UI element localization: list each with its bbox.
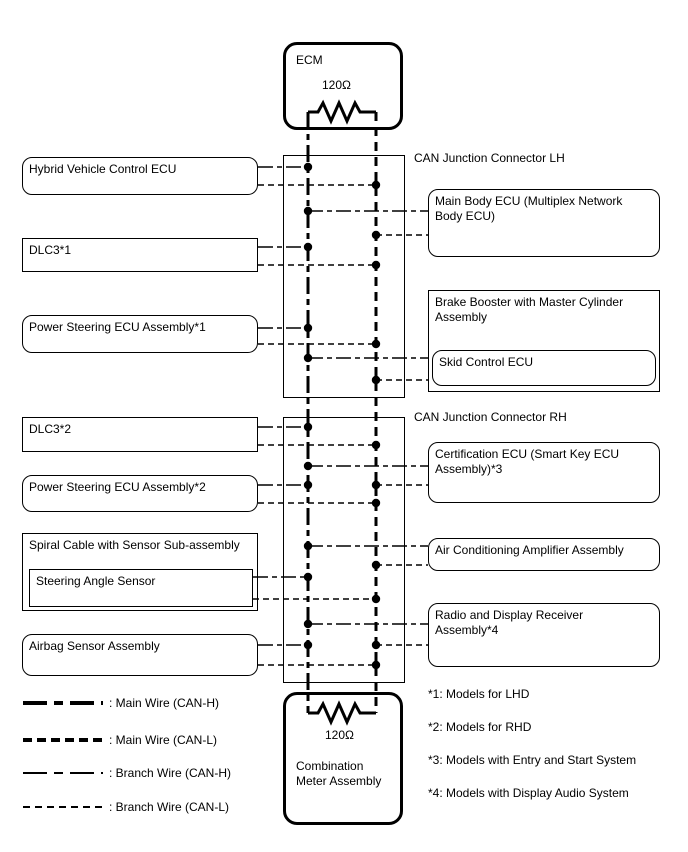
node-power-steering-ecu-assembly-2 [22, 475, 258, 512]
node-label: Power Steering ECU Assembly*1 [29, 320, 206, 334]
main-wire-can-l-sample [23, 736, 103, 744]
node-label: Certification ECU (Smart Key ECU Assembly)*3 [435, 447, 620, 476]
legend-branch-wire-can-h [23, 764, 231, 782]
legend-main-wire-can-h [23, 694, 219, 712]
node-certification-ecu [428, 442, 660, 503]
ecm-label: ECM [296, 53, 323, 67]
node-label: Main Body ECU (Multiplex Network Body ECU) [435, 194, 623, 223]
branch-wire-can-l-sample [23, 803, 103, 811]
node-label: DLC3*1 [29, 243, 72, 257]
combination-meter-resistor-label: 120Ω [325, 728, 354, 742]
node-label: Steering Angle Sensor [36, 574, 156, 588]
footnote-1: *1: Models for LHD [428, 687, 530, 701]
node-label: Airbag Sensor Assembly [29, 639, 160, 653]
node-air-conditioning-amplifier [428, 538, 660, 571]
legend-main-wire-can-l [23, 731, 217, 749]
node-label: Air Conditioning Amplifier Assembly [435, 543, 624, 557]
legend-branch-wire-can-l [23, 798, 229, 816]
combination-meter-box [283, 692, 403, 825]
legend-label: : Main Wire (CAN-H) [109, 696, 219, 710]
node-dlc3-2 [22, 417, 258, 452]
main-wire-can-h-sample [23, 699, 103, 707]
node-radio-display-receiver [428, 603, 660, 667]
node-label: Hybrid Vehicle Control ECU [29, 162, 177, 176]
ecm-resistor-label: 120Ω [322, 78, 351, 92]
can-junction-connector-rh-box [283, 417, 405, 683]
node-label: Power Steering ECU Assembly*2 [29, 480, 206, 494]
can-junction-connector-lh-box [283, 155, 405, 398]
node-label: Skid Control ECU [439, 355, 534, 369]
footnote-3: *3: Models with Entry and Start System [428, 753, 637, 767]
node-label: Brake Booster with Master Cylinder Assembly [435, 295, 624, 324]
legend-label: : Branch Wire (CAN-H) [109, 766, 232, 780]
can-junction-connector-lh-label: CAN Junction Connector LH [414, 151, 565, 165]
node-hybrid-vehicle-control-ecu [22, 157, 258, 195]
footnote-2: *2: Models for RHD [428, 720, 532, 734]
legend-label: : Main Wire (CAN-L) [109, 733, 218, 747]
node-label: DLC3*2 [29, 422, 72, 436]
can-junction-connector-rh-label: CAN Junction Connector RH [414, 410, 567, 424]
node-airbag-sensor-assembly [22, 634, 258, 676]
node-steering-angle-sensor [29, 569, 253, 607]
branch-wire-can-h-sample [23, 769, 103, 777]
node-label: Radio and Display Receiver Assembly*4 [435, 608, 584, 637]
node-dlc3-1 [22, 238, 258, 272]
legend-label: : Branch Wire (CAN-L) [109, 800, 230, 814]
footnote-4: *4: Models with Display Audio System [428, 786, 629, 800]
node-power-steering-ecu-assembly-1 [22, 315, 258, 353]
node-skid-control-ecu [432, 350, 656, 386]
combination-meter-label: Combination Meter Assembly [296, 759, 382, 788]
node-label: Spiral Cable with Sensor Sub-assembly [29, 538, 240, 552]
node-main-body-ecu [428, 189, 660, 257]
